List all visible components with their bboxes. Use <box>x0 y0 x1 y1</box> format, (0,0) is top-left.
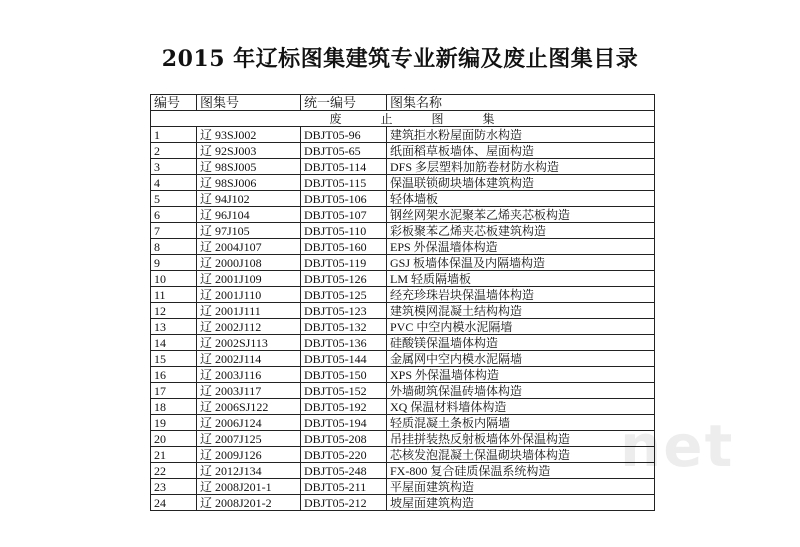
unified-code: DBJT05-125 <box>301 287 387 303</box>
atlas-name: 钢丝网架水泥聚苯乙烯夹芯板构造 <box>387 207 655 223</box>
atlas-number: 辽 2012J134 <box>197 463 301 479</box>
unified-code: DBJT05-160 <box>301 239 387 255</box>
atlas-number: 辽 92SJ003 <box>197 143 301 159</box>
unified-code: DBJT05-123 <box>301 303 387 319</box>
watermark: net <box>620 412 735 480</box>
row-number: 14 <box>151 335 197 351</box>
unified-code: DBJT05-192 <box>301 399 387 415</box>
atlas-number: 辽 94J102 <box>197 191 301 207</box>
atlas-name: 平屋面建筑构造 <box>387 479 655 495</box>
section-row <box>151 111 655 127</box>
atlas-number: 辽 93SJ002 <box>197 127 301 143</box>
atlas-name: LM 轻质隔墙板 <box>387 271 655 287</box>
atlas-name: 轻质混凝土条板内隔墙 <box>387 415 655 431</box>
unified-code: DBJT05-211 <box>301 479 387 495</box>
atlas-number: 辽 2001J109 <box>197 271 301 287</box>
table-row <box>151 463 655 479</box>
atlas-number: 辽 98SJ005 <box>197 159 301 175</box>
table-row <box>151 415 655 431</box>
atlas-name: FX-800 复合硅质保温系统构造 <box>387 463 655 479</box>
table-row <box>151 495 655 511</box>
section-label-abolished: 废 止 图 集 <box>151 111 655 127</box>
unified-code: DBJT05-106 <box>301 191 387 207</box>
atlas-name: EPS 外保温墙体构造 <box>387 239 655 255</box>
row-number: 8 <box>151 239 197 255</box>
table-row <box>151 303 655 319</box>
unified-code: DBJT05-107 <box>301 207 387 223</box>
row-number: 15 <box>151 351 197 367</box>
table-row <box>151 335 655 351</box>
atlas-number: 辽 2001J110 <box>197 287 301 303</box>
atlas-name: 经充珍珠岩块保温墙体构造 <box>387 287 655 303</box>
table-row <box>151 399 655 415</box>
unified-code: DBJT05-208 <box>301 431 387 447</box>
atlas-name: 建筑模网混凝土结构构造 <box>387 303 655 319</box>
row-number: 1 <box>151 127 197 143</box>
atlas-number: 辽 97J105 <box>197 223 301 239</box>
atlas-number: 辽 2006J124 <box>197 415 301 431</box>
page-title: 2015 年辽标图集建筑专业新编及废止图集目录 <box>161 46 639 72</box>
atlas-number: 辽 2007J125 <box>197 431 301 447</box>
row-number: 13 <box>151 319 197 335</box>
unified-code: DBJT05-115 <box>301 175 387 191</box>
table-row <box>151 159 655 175</box>
unified-code: DBJT05-65 <box>301 143 387 159</box>
table-row <box>151 207 655 223</box>
atlas-name: 吊挂拼装热反射板墙体外保温构造 <box>387 431 655 447</box>
atlas-name: XPS 外保温墙体构造 <box>387 367 655 383</box>
atlas-name: 保温联锁砌块墙体建筑构造 <box>387 175 655 191</box>
atlas-name: 纸面稻草板墙体、屋面构造 <box>387 143 655 159</box>
atlas-number: 辽 2002J112 <box>197 319 301 335</box>
row-number: 3 <box>151 159 197 175</box>
atlas-name: XQ 保温材料墙体构造 <box>387 399 655 415</box>
table-row <box>151 319 655 335</box>
row-number: 23 <box>151 479 197 495</box>
atlas-number: 辽 2004J107 <box>197 239 301 255</box>
row-number: 21 <box>151 447 197 463</box>
table-row <box>151 271 655 287</box>
table-row <box>151 175 655 191</box>
row-number: 7 <box>151 223 197 239</box>
row-number: 2 <box>151 143 197 159</box>
row-number: 17 <box>151 383 197 399</box>
table-row <box>151 143 655 159</box>
atlas-number: 辽 2002SJ113 <box>197 335 301 351</box>
table-row <box>151 239 655 255</box>
row-number: 22 <box>151 463 197 479</box>
unified-code: DBJT05-126 <box>301 271 387 287</box>
atlas-number: 辽 2008J201-2 <box>197 495 301 511</box>
unified-code: DBJT05-119 <box>301 255 387 271</box>
table-body <box>151 111 655 511</box>
table-row <box>151 127 655 143</box>
atlas-number: 辽 2002J114 <box>197 351 301 367</box>
row-number: 6 <box>151 207 197 223</box>
unified-code: DBJT05-144 <box>301 351 387 367</box>
row-number: 19 <box>151 415 197 431</box>
atlas-number: 辽 2001J111 <box>197 303 301 319</box>
unified-code: DBJT05-96 <box>301 127 387 143</box>
row-number: 10 <box>151 271 197 287</box>
header-unified-code: 统一编号 <box>301 95 387 111</box>
row-number: 20 <box>151 431 197 447</box>
atlas-name: 外墙砌筑保温砖墙体构造 <box>387 383 655 399</box>
table-row <box>151 351 655 367</box>
atlas-name: 轻体墙板 <box>387 191 655 207</box>
row-number: 11 <box>151 287 197 303</box>
atlas-name: 芯核发泡混凝土保温砌块墙体构造 <box>387 447 655 463</box>
atlas-name: 金属网中空内模水泥隔墙 <box>387 351 655 367</box>
atlas-number: 辽 2003J117 <box>197 383 301 399</box>
table-row <box>151 431 655 447</box>
unified-code: DBJT05-132 <box>301 319 387 335</box>
table-header-row <box>151 95 655 111</box>
table-row <box>151 191 655 207</box>
row-number: 12 <box>151 303 197 319</box>
atlas-number: 辽 2006SJ122 <box>197 399 301 415</box>
atlas-name: 硅酸镁保温墙体构造 <box>387 335 655 351</box>
table-row <box>151 479 655 495</box>
table-row <box>151 367 655 383</box>
row-number: 5 <box>151 191 197 207</box>
row-number: 16 <box>151 367 197 383</box>
unified-code: DBJT05-220 <box>301 447 387 463</box>
atlas-number: 辽 2008J201-1 <box>197 479 301 495</box>
row-number: 18 <box>151 399 197 415</box>
atlas-number: 辽 2009J126 <box>197 447 301 463</box>
atlas-name: GSJ 板墙体保温及内隔墙构造 <box>387 255 655 271</box>
header-number: 编号 <box>151 95 197 111</box>
atlas-number: 辽 96J104 <box>197 207 301 223</box>
atlas-name: PVC 中空内模水泥隔墙 <box>387 319 655 335</box>
unified-code: DBJT05-212 <box>301 495 387 511</box>
row-number: 24 <box>151 495 197 511</box>
row-number: 4 <box>151 175 197 191</box>
atlas-number: 辽 98SJ006 <box>197 175 301 191</box>
atlas-name: 彩板聚苯乙烯夹芯板建筑构造 <box>387 223 655 239</box>
table-row <box>151 287 655 303</box>
atlas-number: 辽 2000J108 <box>197 255 301 271</box>
unified-code: DBJT05-248 <box>301 463 387 479</box>
atlas-name: 坡屋面建筑构造 <box>387 495 655 511</box>
table-row <box>151 255 655 271</box>
atlas-name: DFS 多层塑料加筋卷材防水构造 <box>387 159 655 175</box>
unified-code: DBJT05-194 <box>301 415 387 431</box>
unified-code: DBJT05-110 <box>301 223 387 239</box>
row-number: 9 <box>151 255 197 271</box>
table-row <box>151 223 655 239</box>
unified-code: DBJT05-152 <box>301 383 387 399</box>
table-row <box>151 383 655 399</box>
atlas-name: 建筑拒水粉屋面防水构造 <box>387 127 655 143</box>
header-atlas-number: 图集号 <box>197 95 301 111</box>
unified-code: DBJT05-136 <box>301 335 387 351</box>
atlas-number: 辽 2003J116 <box>197 367 301 383</box>
table-row <box>151 447 655 463</box>
atlas-catalog-table <box>150 94 655 511</box>
header-atlas-name: 图集名称 <box>387 95 655 111</box>
unified-code: DBJT05-150 <box>301 367 387 383</box>
unified-code: DBJT05-114 <box>301 159 387 175</box>
